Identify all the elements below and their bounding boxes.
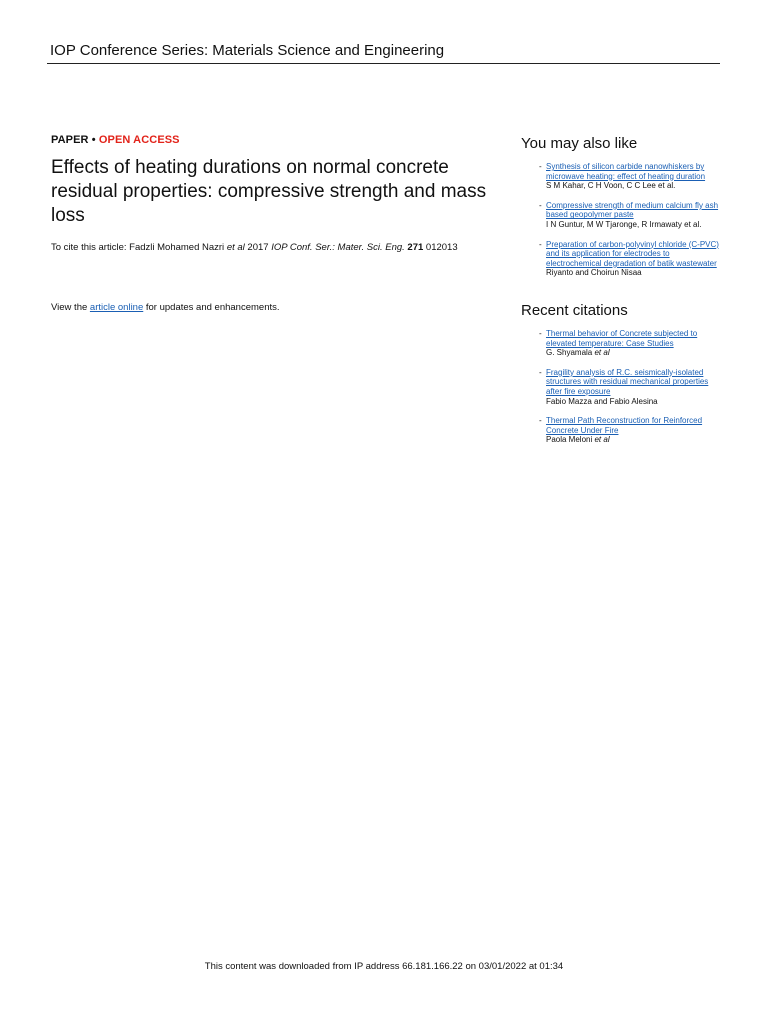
paper-label: PAPER xyxy=(51,134,89,146)
recent-citation-item xyxy=(521,368,721,406)
citation-line xyxy=(51,241,501,255)
cite-volume: 271 xyxy=(407,242,424,253)
recent-citation-link[interactable]: Thermal Path Reconstruction for Reinforced Concrete Under Fire xyxy=(546,416,703,435)
also-like-link[interactable]: Preparation of carbon-polyvinyl chloride (C-PVC) and its application for electrodes to electrochemical degradation of batik wastewater xyxy=(546,239,719,268)
list-dash: - xyxy=(539,367,542,377)
article-main xyxy=(51,134,501,315)
also-like-authors: S M Kahar, C H Voon, C C Lee et al. xyxy=(546,181,676,191)
also-like-link[interactable]: Synthesis of silicon carbide nanowhiskers by microwave heating: effect of heating duration xyxy=(546,162,706,181)
cite-journal: IOP Conf. Ser.: Mater. Sci. Eng. xyxy=(271,242,405,253)
recent-citation-item xyxy=(521,416,721,445)
list-dash: - xyxy=(539,239,542,249)
recent-citation-link[interactable]: Thermal behavior of Concrete subjected to elevated temperature: Case Studies xyxy=(546,328,698,348)
header-rule xyxy=(47,63,720,64)
authors-text: Fabio Mazza and Fabio Alesina xyxy=(546,396,658,406)
cite-article-number: 012013 xyxy=(423,242,458,253)
also-like-heading: You may also like xyxy=(521,135,638,152)
list-dash: - xyxy=(539,162,542,171)
open-access-label: OPEN ACCESS xyxy=(98,134,180,146)
article-online-link[interactable]: article online xyxy=(89,302,144,313)
view-prefix: View the xyxy=(51,302,90,313)
view-online-line xyxy=(51,301,501,315)
recent-citation-link[interactable]: Fragility analysis of R.C. seismically-isolated structures with residual mechanical properties after fire exposure xyxy=(546,367,709,396)
view-suffix: for updates and enhancements. xyxy=(143,302,280,313)
also-like-authors: Riyanto and Choirun Nisaa xyxy=(546,268,642,278)
authors-etal: et al xyxy=(594,348,610,358)
recent-citation-authors xyxy=(546,348,721,358)
authors-text: G. Shyamala xyxy=(546,348,595,358)
cite-etal: et al xyxy=(226,242,245,253)
authors-text: Paola Meloni xyxy=(546,435,595,445)
recent-citation-authors xyxy=(546,397,721,407)
journal-header: IOP Conference Series: Materials Science and Engineering xyxy=(50,42,445,59)
also-like-item xyxy=(521,162,721,191)
recent-citations-heading: Recent citations xyxy=(521,301,628,319)
authors-etal: et al xyxy=(594,435,610,445)
list-dash: - xyxy=(539,416,542,426)
article-kicker xyxy=(51,134,501,146)
cite-prefix: To cite this article: Fadzli Mohamed Nazri xyxy=(51,242,227,253)
sidebar xyxy=(521,135,721,455)
download-footer: This content was downloaded from IP address 66.181.166.22 on 03/01/2022 at 01:34 xyxy=(204,961,564,972)
list-dash: - xyxy=(539,200,542,210)
list-dash: - xyxy=(539,328,542,338)
also-like-link[interactable]: Compressive strength of medium calcium fly ash based geopolymer paste xyxy=(546,200,719,220)
cite-year: 2017 xyxy=(244,242,272,253)
also-like-item xyxy=(521,240,721,278)
recent-citation-item xyxy=(521,329,721,358)
article-title: Effects of heating durations on normal concrete residual properties: compressive strength and mass loss xyxy=(51,157,487,226)
kicker-separator: • xyxy=(88,134,99,146)
recent-citation-authors xyxy=(546,435,721,445)
also-like-item xyxy=(521,201,721,230)
also-like-authors: I N Guntur, M W Tjaronge, R Irmawaty et al. xyxy=(546,219,702,229)
